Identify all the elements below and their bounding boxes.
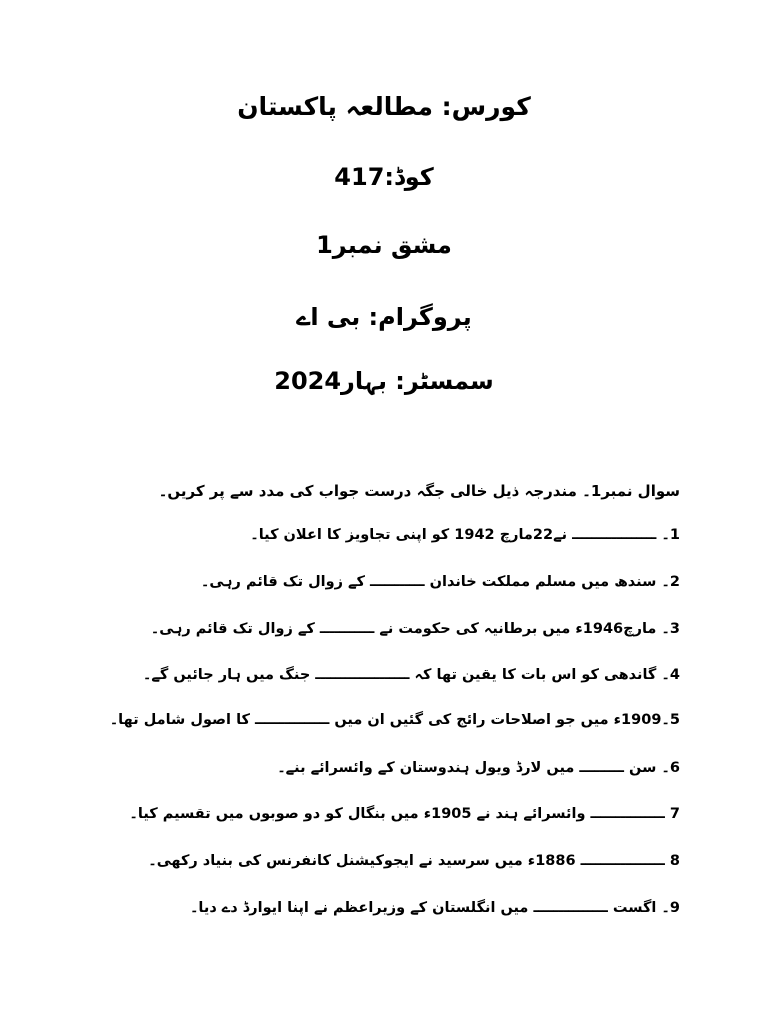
question-item-2: 2۔ سندھ میں مسلم مملکت خاندان ـــــــــــ کے زوال تک قائم رہی۔ [200, 574, 680, 590]
course-code: کوڈ:417 [334, 163, 434, 191]
question-item-6: 6۔ سن ـــــــــ میں لارڈ ویول ہندوستان کے وائسرائے بنے۔ [277, 760, 680, 776]
question-item-5: 5۔1909ء میں جو اصلاحات رائج کی گئیں ان میں ـــــــــــــــ کا اصول شامل تھا۔ [109, 712, 680, 728]
question-instruction: سوال نمبر1۔ مندرجہ ذیل خالی جگہ درست جواب کی مدد سے پر کریں۔ [158, 482, 680, 500]
question-item-4: 4۔ گاندھی کو اس بات کا یقین تھا کہ ـــــــــــــــــــ جنگ میں ہار جائیں گے۔ [142, 667, 680, 683]
assignment-number: مشق نمبر1 [316, 231, 452, 259]
program-name: پروگرام: بی اے [296, 303, 472, 331]
question-item-1: 1۔ ـــــــــــــــــ نے22مارچ 1942 کو اپنی تجاویز کا اعلان کیا۔ [250, 527, 680, 543]
question-item-7: 7 ـــــــــــــــ وائسرائے ہند نے 1905ء میں بنگال کو دو صوبوں میں تقسیم کیا۔ [129, 806, 680, 822]
course-title: کورس: مطالعہ پاکستان [237, 92, 531, 121]
question-item-3: 3۔ مارچ1946ء میں برطانیہ کی حکومت نے ـــــــــــ کے زوال تک قائم رہی۔ [150, 621, 680, 637]
semester-name: سمسٹر: بہار2024 [274, 367, 494, 395]
question-item-9: 9۔ اگست ـــــــــــــــ میں انگلستان کے وزیراعظم نے اپنا ایوارڈ دے دیا۔ [189, 900, 680, 916]
question-item-8: 8 ـــــــــــــــــ 1886ء میں سرسید نے ایجوکیشنل کانفرنس کی بنیاد رکھی۔ [148, 853, 680, 869]
